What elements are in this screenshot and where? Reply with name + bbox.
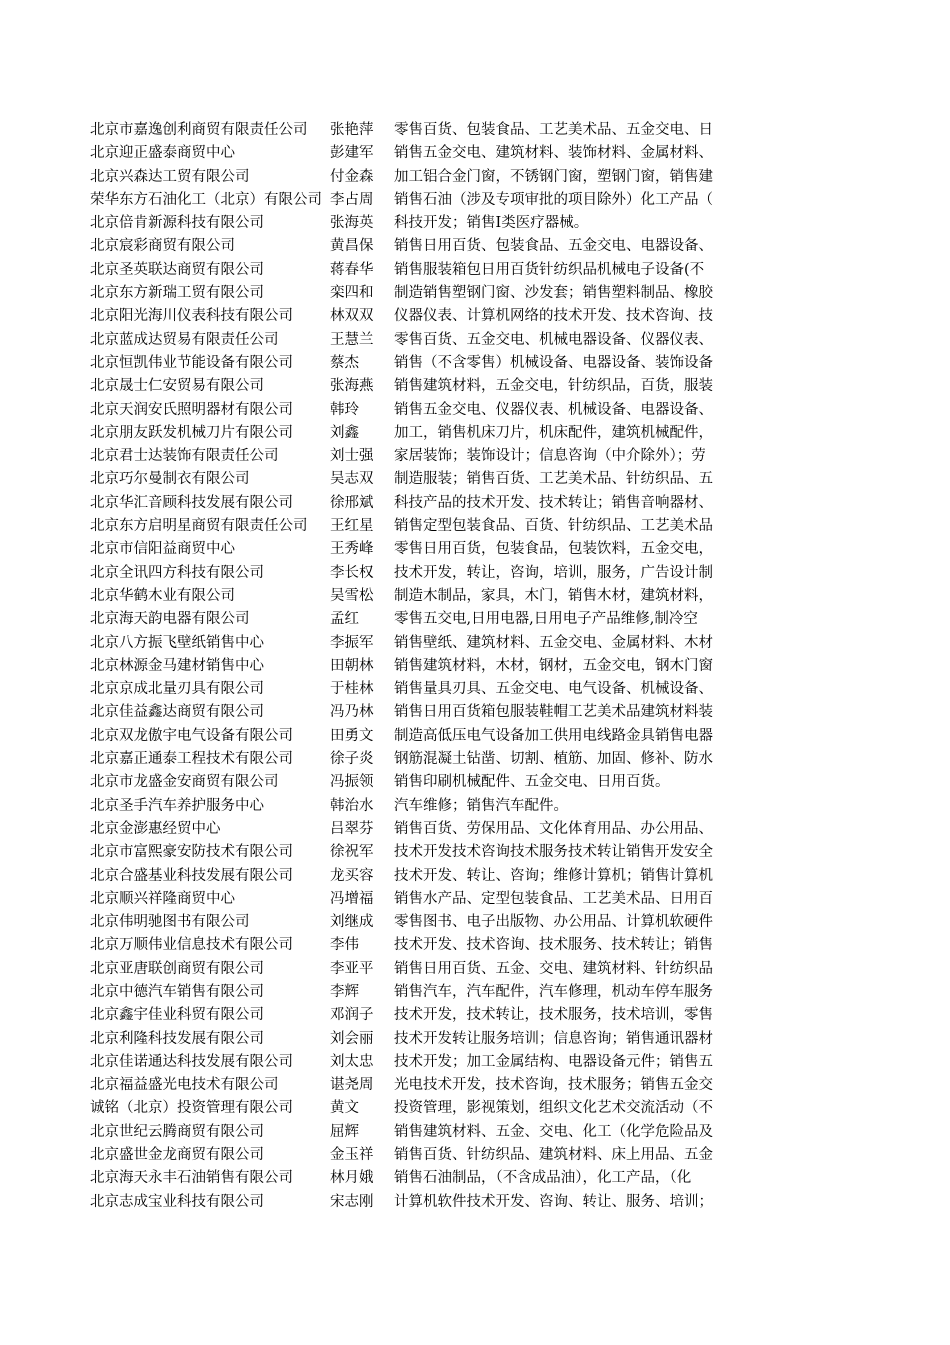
- business-scope-cell: 家居装饰；装饰设计；信息咨询（中介除外）；劳: [394, 448, 706, 465]
- business-scope-cell: 汽车维修；销售汽车配件。: [394, 797, 568, 814]
- company-name-cell: 北京市信阳益商贸中心: [90, 541, 235, 558]
- table-row: [90, 678, 750, 701]
- business-scope-cell: 投资管理，影视策划，组织文化艺术交流活动（不: [394, 1100, 713, 1117]
- business-scope-cell: 零售五交电,日用电器,日用电子产品维修,制冷空: [394, 611, 698, 628]
- table-row: [90, 1097, 750, 1120]
- business-scope-cell: 销售五金交电、建筑材料、装饰材料、金属材料、: [394, 145, 713, 162]
- table-row: [90, 142, 750, 165]
- company-name-cell: 北京亚唐联创商贸有限公司: [90, 960, 264, 977]
- table-row: [90, 422, 750, 445]
- legal-representative-cell: 蒋春华: [330, 261, 374, 278]
- table-row: [90, 1004, 750, 1027]
- legal-representative-cell: 徐子炎: [330, 751, 374, 768]
- legal-representative-cell: 于桂林: [330, 681, 374, 698]
- company-name-cell: 北京市富熙豪安防技术有限公司: [90, 844, 293, 861]
- business-scope-cell: 仪器仪表、计算机网络的技术开发、技术咨询、技: [394, 308, 713, 325]
- company-name-cell: 北京恒凯伟业节能设备有限公司: [90, 354, 293, 371]
- legal-representative-cell: 韩治水: [330, 797, 374, 814]
- table-row: [90, 865, 750, 888]
- table-row: [90, 818, 750, 841]
- table-row: [90, 934, 750, 957]
- table-row: [90, 492, 750, 515]
- legal-representative-cell: 蔡杰: [330, 354, 359, 371]
- business-scope-cell: 销售量具刃具、五金交电、电气设备、机械设备、: [394, 681, 713, 698]
- table-row: [90, 259, 750, 282]
- legal-representative-cell: 刘会丽: [330, 1030, 374, 1047]
- business-scope-cell: 制造高低压电气设备加工供用电线路金具销售电器: [394, 727, 713, 744]
- table-row: [90, 329, 750, 352]
- legal-representative-cell: 宋志刚: [330, 1193, 374, 1210]
- legal-representative-cell: 龙买容: [330, 867, 374, 884]
- company-name-cell: 北京海天永丰石油销售有限公司: [90, 1170, 293, 1187]
- table-row: [90, 212, 750, 235]
- business-scope-cell: 技术开发、技术咨询、技术服务、技术转让；销售: [394, 937, 713, 954]
- company-name-cell: 北京阳光海川仪表科技有限公司: [90, 308, 293, 325]
- legal-representative-cell: 栾四和: [330, 285, 374, 302]
- company-name-cell: 诚铭（北京）投资管理有限公司: [90, 1100, 293, 1117]
- legal-representative-cell: 李占周: [330, 191, 374, 208]
- business-scope-cell: 销售壁纸、建筑材料、五金交电、金属材料、木材: [394, 634, 713, 651]
- business-scope-cell: 销售（不含零售）机械设备、电器设备、装饰设备: [394, 354, 713, 371]
- company-name-cell: 北京华鹤木业有限公司: [90, 587, 235, 604]
- company-name-cell: 北京利隆科技发展有限公司: [90, 1030, 264, 1047]
- table-row: [90, 305, 750, 328]
- table-row: [90, 538, 750, 561]
- table-row: [90, 771, 750, 794]
- table-row: [90, 725, 750, 748]
- legal-representative-cell: 张艳萍: [330, 122, 374, 138]
- business-scope-cell: 技术开发、转让、咨询；维修计算机；销售计算机: [394, 867, 713, 884]
- legal-representative-cell: 冯振领: [330, 774, 374, 791]
- company-name-cell: 北京全讯四方科技有限公司: [90, 564, 264, 581]
- table-row: [90, 958, 750, 981]
- company-name-cell: 北京宸彩商贸有限公司: [90, 238, 235, 255]
- business-scope-cell: 科技开发；销售Ⅰ类医疗器械。: [394, 215, 589, 232]
- business-scope-cell: 技术开发，转让，咨询，培训，服务，广告设计制: [394, 564, 713, 581]
- company-name-cell: 北京朋友跃发机械刀片有限公司: [90, 424, 293, 441]
- legal-representative-cell: 田朝林: [330, 657, 374, 674]
- legal-representative-cell: 邓润子: [330, 1007, 374, 1024]
- legal-representative-cell: 屈辉: [330, 1123, 359, 1140]
- company-name-cell: 荣华东方石油化工（北京）有限公司: [90, 191, 322, 208]
- legal-representative-cell: 彭建军: [330, 145, 374, 162]
- business-scope-cell: 零售图书、电子出版物、办公用品、计算机软硬件: [394, 914, 713, 931]
- legal-representative-cell: 刘继成: [330, 914, 374, 931]
- company-name-cell: 北京合盛基业科技发展有限公司: [90, 867, 293, 884]
- business-scope-cell: 销售建筑材料、五金、交电、化工（化学危险品及: [394, 1123, 713, 1140]
- legal-representative-cell: 付金森: [330, 168, 374, 185]
- legal-representative-cell: 徐邢斌: [330, 494, 374, 511]
- company-name-cell: 北京顺兴祥隆商贸中心: [90, 890, 235, 907]
- legal-representative-cell: 李伟: [330, 937, 359, 954]
- business-scope-cell: 销售印刷机械配件、五金交电、日用百货。: [394, 774, 670, 791]
- company-name-cell: 北京华汇音顾科技发展有限公司: [90, 494, 293, 511]
- company-name-cell: 北京晟士仁安贸易有限公司: [90, 378, 264, 395]
- legal-representative-cell: 谌尧周: [330, 1077, 374, 1094]
- table-row: [90, 911, 750, 934]
- business-scope-cell: 制造服装；销售百货、工艺美术品、针纺织品、五: [394, 471, 713, 488]
- business-scope-cell: 光电技术开发，技术咨询，技术服务；销售五金交: [394, 1077, 713, 1094]
- business-scope-cell: 销售石油制品，（不含成品油），化工产品，（化: [394, 1170, 692, 1187]
- table-row: [90, 981, 750, 1004]
- legal-representative-cell: 张海英: [330, 215, 374, 232]
- legal-representative-cell: 李长权: [330, 564, 374, 581]
- company-name-cell: 北京市龙盛金安商贸有限公司: [90, 774, 279, 791]
- company-name-cell: 北京志成宝业科技有限公司: [90, 1193, 264, 1210]
- table-row: [90, 445, 750, 468]
- company-name-cell: 北京福益盛光电技术有限公司: [90, 1077, 279, 1094]
- company-name-cell: 北京圣英联达商贸有限公司: [90, 261, 264, 278]
- table-row: [90, 748, 750, 771]
- company-name-cell: 北京京成北量刃具有限公司: [90, 681, 264, 698]
- table-row: [90, 515, 750, 538]
- legal-representative-cell: 吕翠芬: [330, 820, 374, 837]
- table-row: [90, 468, 750, 491]
- table-row: [90, 1191, 750, 1214]
- business-scope-cell: 销售定型包装食品、百货、针纺织品、工艺美术品: [394, 518, 713, 535]
- business-scope-cell: 技术开发转让服务培训；信息咨询；销售通讯器材: [394, 1030, 713, 1047]
- table-row: [90, 795, 750, 818]
- business-scope-cell: 销售百货、针纺织品、建筑材料、床上用品、五金: [394, 1147, 713, 1164]
- business-scope-cell: 科技产品的技术开发、技术转让；销售音响器材、: [394, 494, 713, 511]
- table-row: [90, 562, 750, 585]
- legal-representative-cell: 刘鑫: [330, 424, 359, 441]
- company-name-cell: 北京君士达装饰有限责任公司: [90, 448, 279, 465]
- table-row: [90, 282, 750, 305]
- table-row: [90, 1074, 750, 1097]
- table-row: [90, 632, 750, 655]
- company-name-cell: 北京东方新瑞工贸有限公司: [90, 285, 264, 302]
- company-name-cell: 北京佳诺通达科技发展有限公司: [90, 1053, 293, 1070]
- legal-representative-cell: 徐祝军: [330, 844, 374, 861]
- table-row: [90, 701, 750, 724]
- business-scope-cell: 销售日用百货、五金、交电、建筑材料、针纺织品: [394, 960, 713, 977]
- legal-representative-cell: 冯增福: [330, 890, 374, 907]
- company-name-cell: 北京万顺伟业信息技术有限公司: [90, 937, 293, 954]
- business-scope-cell: 加工铝合金门窗，不锈钢门窗，塑钢门窗，销售建: [394, 168, 713, 185]
- legal-representative-cell: 林月娥: [330, 1170, 374, 1187]
- legal-representative-cell: 金玉祥: [330, 1147, 374, 1164]
- table-row: [90, 119, 750, 142]
- legal-representative-cell: 黄昌保: [330, 238, 374, 255]
- legal-representative-cell: 李亚平: [330, 960, 374, 977]
- company-name-cell: 北京盛世金龙商贸有限公司: [90, 1147, 264, 1164]
- company-name-cell: 北京中德汽车销售有限公司: [90, 983, 264, 1000]
- company-name-cell: 北京双龙傲宇电气设备有限公司: [90, 727, 293, 744]
- legal-representative-cell: 吴志双: [330, 471, 374, 488]
- legal-representative-cell: 李辉: [330, 983, 359, 1000]
- table-row: [90, 189, 750, 212]
- business-scope-cell: 销售服装箱包日用百货针纺织品机械电子设备(不: [394, 261, 705, 278]
- company-list: [90, 119, 750, 1214]
- legal-representative-cell: 刘太忠: [330, 1053, 374, 1070]
- legal-representative-cell: 王慧兰: [330, 331, 374, 348]
- business-scope-cell: 制造销售塑钢门窗、沙发套；销售塑料制品、橡胶: [394, 285, 713, 302]
- table-row: [90, 888, 750, 911]
- table-row: [90, 1051, 750, 1074]
- table-row: [90, 352, 750, 375]
- business-scope-cell: 销售日用百货、包装食品、五金交电、电器设备、: [394, 238, 713, 255]
- business-scope-cell: 制造木制品，家具，木门，销售木材，建筑材料，: [394, 587, 713, 604]
- business-scope-cell: 销售石油（涉及专项审批的项目除外）化工产品（: [394, 191, 713, 208]
- legal-representative-cell: 王秀峰: [330, 541, 374, 558]
- business-scope-cell: 技术开发，技术转让，技术服务，技术培训，零售: [394, 1007, 713, 1024]
- business-scope-cell: 零售百货、包装食品、工艺美术品、五金交电、日: [394, 122, 713, 138]
- company-name-cell: 北京世纪云腾商贸有限公司: [90, 1123, 264, 1140]
- company-name-cell: 北京八方振飞壁纸销售中心: [90, 634, 264, 651]
- table-row: [90, 585, 750, 608]
- business-scope-cell: 销售百货、劳保用品、文化体育用品、办公用品、: [394, 820, 713, 837]
- legal-representative-cell: 田勇文: [330, 727, 374, 744]
- business-scope-cell: 计算机软件技术开发、咨询、转让、服务、培训；: [394, 1193, 713, 1210]
- table-row: [90, 235, 750, 258]
- business-scope-cell: 零售百货、五金交电、机械电器设备、仪器仪表、: [394, 331, 713, 348]
- table-row: [90, 399, 750, 422]
- company-name-cell: 北京东方启明星商贸有限责任公司: [90, 518, 308, 535]
- business-scope-cell: 技术开发；加工金属结构、电器设备元件；销售五: [394, 1053, 713, 1070]
- business-scope-cell: 技术开发技术咨询技术服务技术转让销售开发安全: [394, 844, 713, 861]
- table-row: [90, 1121, 750, 1144]
- company-name-cell: 北京金澎惠经贸中心: [90, 820, 221, 837]
- company-name-cell: 北京天润安氏照明器材有限公司: [90, 401, 293, 418]
- company-name-cell: 北京兴森达工贸有限公司: [90, 168, 250, 185]
- table-row: [90, 1144, 750, 1167]
- table-row: [90, 1167, 750, 1190]
- company-name-cell: 北京蓝成达贸易有限责任公司: [90, 331, 279, 348]
- company-name-cell: 北京伟明驰图书有限公司: [90, 914, 250, 931]
- business-scope-cell: 销售建筑材料，五金交电，针纺织品，百货，服装: [394, 378, 713, 395]
- legal-representative-cell: 孟红: [330, 611, 359, 628]
- company-name-cell: 北京圣手汽车养护服务中心: [90, 797, 264, 814]
- company-name-cell: 北京市嘉逸创利商贸有限责任公司: [90, 122, 308, 138]
- legal-representative-cell: 林双双: [330, 308, 374, 325]
- table-row: [90, 608, 750, 631]
- company-name-cell: 北京倍肯新源科技有限公司: [90, 215, 264, 232]
- table-row: [90, 841, 750, 864]
- business-scope-cell: 零售日用百货，包装食品，包装饮料，五金交电，: [394, 541, 713, 558]
- business-scope-cell: 钢筋混凝土钻凿、切割、植筋、加固、修补、防水: [394, 751, 713, 768]
- legal-representative-cell: 吴雪松: [330, 587, 374, 604]
- company-name-cell: 北京迎正盛泰商贸中心: [90, 145, 235, 162]
- legal-representative-cell: 王红星: [330, 518, 374, 535]
- legal-representative-cell: 刘士强: [330, 448, 374, 465]
- legal-representative-cell: 黄文: [330, 1100, 359, 1117]
- legal-representative-cell: 张海燕: [330, 378, 374, 395]
- company-name-cell: 北京佳益鑫达商贸有限公司: [90, 704, 264, 721]
- company-name-cell: 北京鑫宇佳业科贸有限公司: [90, 1007, 264, 1024]
- business-scope-cell: 销售日用百货箱包服装鞋帽工艺美术品建筑材料装: [394, 704, 713, 721]
- business-scope-cell: 销售水产品、定型包装食品、工艺美术品、日用百: [394, 890, 713, 907]
- table-row: [90, 375, 750, 398]
- company-name-cell: 北京林源金马建材销售中心: [90, 657, 264, 674]
- business-scope-cell: 加工，销售机床刀片，机床配件，建筑机械配件，: [394, 424, 713, 441]
- table-row: [90, 1028, 750, 1051]
- company-name-cell: 北京嘉正通泰工程技术有限公司: [90, 751, 293, 768]
- company-name-cell: 北京海天韵电器有限公司: [90, 611, 250, 628]
- table-row: [90, 655, 750, 678]
- business-scope-cell: 销售汽车，汽车配件，汽车修理，机动车停车服务: [394, 983, 713, 1000]
- company-name-cell: 北京巧尔曼制衣有限公司: [90, 471, 250, 488]
- business-scope-cell: 销售五金交电、仪器仪表、机械设备、电器设备、: [394, 401, 713, 418]
- legal-representative-cell: 李振军: [330, 634, 374, 651]
- business-scope-cell: 销售建筑材料，木材，钢材，五金交电，钢木门窗: [394, 657, 713, 674]
- legal-representative-cell: 冯乃林: [330, 704, 374, 721]
- legal-representative-cell: 韩玲: [330, 401, 359, 418]
- table-row: [90, 166, 750, 189]
